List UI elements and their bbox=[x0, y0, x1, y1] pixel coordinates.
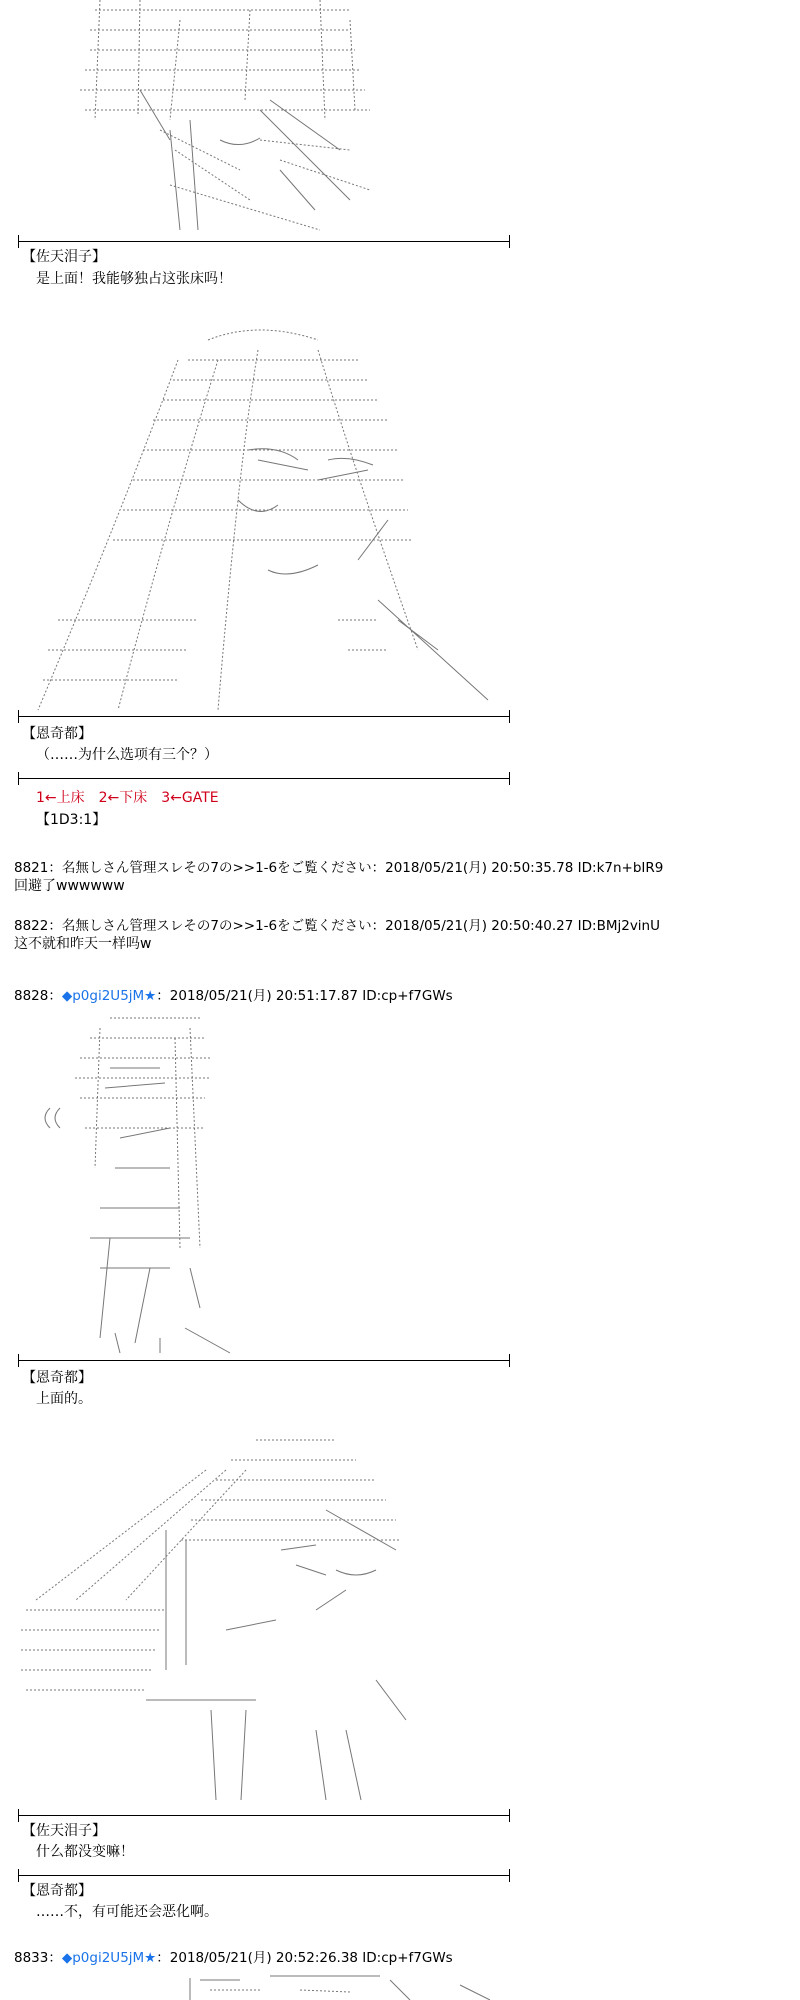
ascii-art-figure-5 bbox=[150, 1970, 500, 2000]
dialogue-line: 什么都没变嘛！ bbox=[36, 1844, 134, 1860]
speaker-saten: 【佐天泪子】 bbox=[22, 1823, 106, 1839]
dialogue-line: （……为什么选项有三个？） bbox=[36, 747, 218, 763]
post-meta: ：2018/05/21(月) 20:51:17.87 ID:cp+f7GWs bbox=[156, 988, 453, 1004]
dice-result: 【1D3:1】 bbox=[36, 812, 107, 828]
tripcode-name[interactable]: ◆p0gi2U5jM★ bbox=[61, 988, 157, 1004]
post-number: 8833： bbox=[14, 1950, 62, 1966]
dialogue-line: ……不，有可能还会恶化啊。 bbox=[36, 1904, 218, 1920]
speaker-enkidu: 【恩奇都】 bbox=[22, 1883, 92, 1899]
post-meta: ：2018/05/21(月) 20:52:26.38 ID:cp+f7GWs bbox=[156, 1950, 453, 1966]
post-body-8821: 回避了wwwwww bbox=[14, 878, 125, 894]
speaker-enkidu: 【恩奇都】 bbox=[22, 726, 92, 742]
post-header-8833 bbox=[14, 1949, 453, 1967]
choice-options: 1←上床 2←下床 3←GATE bbox=[36, 790, 219, 806]
post-number: 8828： bbox=[14, 988, 62, 1004]
post-header-8821: 8821：名無しさん管理スレその7の>>1-6をご覧ください：2018/05/21(月) 20:50:35.78 ID:k7n+bIR9 bbox=[14, 860, 664, 876]
tripcode-name[interactable]: ◆p0gi2U5jM★ bbox=[61, 1950, 157, 1966]
dialogue-line: 上面的。 bbox=[36, 1391, 92, 1407]
dialogue-line: 是上面！我能够独占这张床吗！ bbox=[36, 271, 232, 287]
post-header-8828 bbox=[14, 987, 453, 1005]
divider-rule bbox=[18, 241, 510, 242]
post-header-8822: 8822：名無しさん管理スレその7の>>1-6をご覧ください：2018/05/21(月) 20:50:40.27 ID:BMj2vinU bbox=[14, 918, 660, 934]
ascii-art-figure-2 bbox=[18, 320, 508, 715]
post-body-8822: 这不就和昨天一样吗w bbox=[14, 936, 152, 952]
divider-rule bbox=[18, 1360, 510, 1361]
ascii-art-figure-3 bbox=[40, 1008, 240, 1358]
ascii-art-figure-4 bbox=[16, 1430, 416, 1815]
divider-rule bbox=[18, 1815, 510, 1816]
divider-rule bbox=[18, 1875, 510, 1876]
divider-rule bbox=[18, 716, 510, 717]
ascii-art-figure-1 bbox=[20, 0, 460, 240]
divider-rule bbox=[18, 778, 510, 779]
speaker-saten: 【佐天泪子】 bbox=[22, 249, 106, 265]
speaker-enkidu: 【恩奇都】 bbox=[22, 1370, 92, 1386]
